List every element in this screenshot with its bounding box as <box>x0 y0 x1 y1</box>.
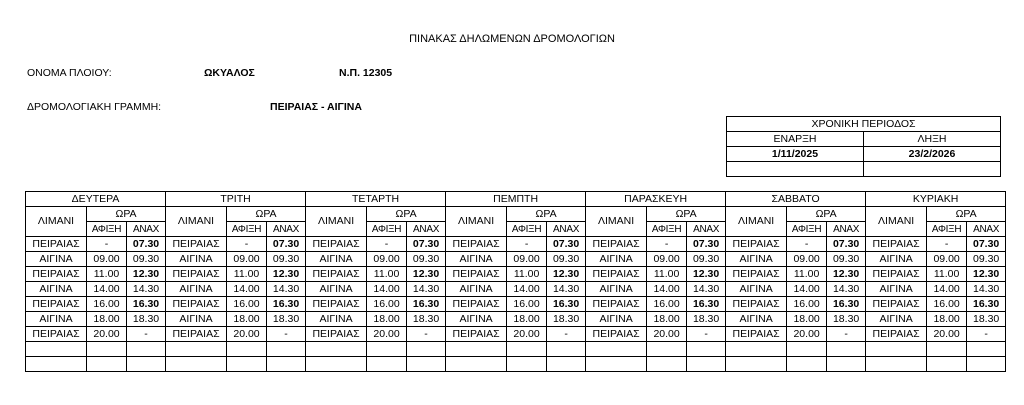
port-cell: ΠΕΙΡΑΙΑΣ <box>726 297 787 312</box>
arrival-cell: 18.00 <box>507 312 547 327</box>
port-cell: ΑΙΓΙΝΑ <box>26 282 87 297</box>
departure-cell: 14.30 <box>547 282 586 297</box>
port-cell: ΠΕΙΡΑΙΑΣ <box>586 327 647 342</box>
table-row <box>26 282 1006 297</box>
arrival-cell: - <box>927 237 967 252</box>
departure-cell: 16.30 <box>407 297 446 312</box>
port-cell: ΑΙΓΙΝΑ <box>866 282 927 297</box>
departure-cell: 14.30 <box>127 282 166 297</box>
empty-cell <box>547 357 586 372</box>
table-row <box>26 267 1006 282</box>
port-cell: ΠΕΙΡΑΙΑΣ <box>166 327 227 342</box>
port-cell: ΠΕΙΡΑΙΑΣ <box>166 297 227 312</box>
departure-cell: 09.30 <box>827 252 866 267</box>
empty-cell <box>827 342 866 357</box>
time-column-header: ΩΡΑ <box>787 207 866 222</box>
arrival-cell: 16.00 <box>87 297 127 312</box>
empty-cell <box>687 342 726 357</box>
period-table <box>726 116 1001 177</box>
departure-column-header: ΑΝΑΧ <box>407 222 446 237</box>
departure-cell: 16.30 <box>967 297 1006 312</box>
departure-cell: 18.30 <box>267 312 306 327</box>
departure-cell: 18.30 <box>967 312 1006 327</box>
departure-cell: 09.30 <box>407 252 446 267</box>
port-cell: ΑΙΓΙΝΑ <box>866 312 927 327</box>
arrival-column-header: ΑΦΙΞΗ <box>647 222 687 237</box>
table-row-empty <box>26 342 1006 357</box>
departure-cell: 09.30 <box>967 252 1006 267</box>
arrival-cell: - <box>227 237 267 252</box>
departure-cell: - <box>127 327 166 342</box>
port-cell: ΠΕΙΡΑΙΑΣ <box>26 297 87 312</box>
departure-cell: 12.30 <box>827 267 866 282</box>
port-cell: ΑΙΓΙΝΑ <box>726 312 787 327</box>
port-cell: ΠΕΙΡΑΙΑΣ <box>306 237 367 252</box>
day-header: ΚΥΡΙΑΚΗ <box>866 192 1006 207</box>
port-cell: ΠΕΙΡΑΙΑΣ <box>586 237 647 252</box>
port-cell: ΑΙΓΙΝΑ <box>306 282 367 297</box>
port-column-header: ΛΙΜΑΝΙ <box>306 207 367 237</box>
port-cell: ΠΕΙΡΑΙΑΣ <box>306 267 367 282</box>
departure-cell: 16.30 <box>547 297 586 312</box>
empty-cell <box>967 342 1006 357</box>
time-column-header: ΩΡΑ <box>647 207 726 222</box>
departure-column-header: ΑΝΑΧ <box>127 222 166 237</box>
port-cell: ΠΕΙΡΑΙΑΣ <box>26 267 87 282</box>
arrival-cell: 16.00 <box>647 297 687 312</box>
departure-cell: - <box>267 327 306 342</box>
port-cell: ΠΕΙΡΑΙΑΣ <box>726 237 787 252</box>
arrival-cell: 20.00 <box>227 327 267 342</box>
empty-cell <box>866 342 927 357</box>
departure-cell: 18.30 <box>127 312 166 327</box>
port-cell: ΑΙΓΙΝΑ <box>586 282 647 297</box>
empty-cell <box>647 342 687 357</box>
departure-cell: 12.30 <box>547 267 586 282</box>
departure-cell: 12.30 <box>267 267 306 282</box>
table-row <box>26 237 1006 252</box>
port-cell: ΠΕΙΡΑΙΑΣ <box>866 297 927 312</box>
empty-cell <box>726 357 787 372</box>
port-column-header: ΛΙΜΑΝΙ <box>866 207 927 237</box>
arrival-cell: 14.00 <box>647 282 687 297</box>
empty-cell <box>547 342 586 357</box>
departure-column-header: ΑΝΑΧ <box>687 222 726 237</box>
time-column-header: ΩΡΑ <box>87 207 166 222</box>
ship-name-value: ΩΚΥΑΛΟΣ <box>204 67 255 79</box>
arrival-cell: 20.00 <box>927 327 967 342</box>
day-header: ΣΑΒΒΑΤΟ <box>726 192 866 207</box>
departure-cell: - <box>687 327 726 342</box>
port-cell: ΠΕΙΡΑΙΑΣ <box>726 327 787 342</box>
departure-cell: 16.30 <box>127 297 166 312</box>
port-cell: ΑΙΓΙΝΑ <box>166 312 227 327</box>
port-cell: ΠΕΙΡΑΙΑΣ <box>586 297 647 312</box>
port-column-header: ΛΙΜΑΝΙ <box>446 207 507 237</box>
arrival-cell: 11.00 <box>227 267 267 282</box>
empty-cell <box>586 342 647 357</box>
port-cell: ΑΙΓΙΝΑ <box>446 252 507 267</box>
empty-cell <box>446 342 507 357</box>
port-cell: ΠΕΙΡΑΙΑΣ <box>166 237 227 252</box>
departure-cell: 07.30 <box>127 237 166 252</box>
port-cell: ΠΕΙΡΑΙΑΣ <box>586 267 647 282</box>
arrival-cell: 16.00 <box>927 297 967 312</box>
arrival-column-header: ΑΦΙΞΗ <box>367 222 407 237</box>
departure-column-header: ΑΝΑΧ <box>967 222 1006 237</box>
empty-cell <box>87 357 127 372</box>
table-row-empty <box>26 357 1006 372</box>
departure-cell: 07.30 <box>407 237 446 252</box>
empty-cell <box>407 342 446 357</box>
day-header: ΠΑΡΑΣΚΕΥΗ <box>586 192 726 207</box>
arrival-cell: 16.00 <box>507 297 547 312</box>
empty-cell <box>866 357 927 372</box>
arrival-cell: 09.00 <box>787 252 827 267</box>
day-header: ΔΕΥΤΕΡΑ <box>26 192 166 207</box>
arrival-cell: 18.00 <box>647 312 687 327</box>
port-cell: ΑΙΓΙΝΑ <box>726 282 787 297</box>
port-cell: ΑΙΓΙΝΑ <box>166 282 227 297</box>
departure-cell: 16.30 <box>267 297 306 312</box>
arrival-cell: 14.00 <box>787 282 827 297</box>
empty-cell <box>26 342 87 357</box>
day-header: ΤΕΤΑΡΤΗ <box>306 192 446 207</box>
period-start-value: 1/11/2025 <box>727 147 864 162</box>
arrival-cell: 18.00 <box>927 312 967 327</box>
period-empty-cell <box>864 162 1001 177</box>
page-title: ΠΙΝΑΚΑΣ ΔΗΛΩΜΕΝΩΝ ΔΡΟΜΟΛΟΓΙΩΝ <box>409 33 615 45</box>
port-cell: ΑΙΓΙΝΑ <box>726 252 787 267</box>
departure-cell: 09.30 <box>127 252 166 267</box>
empty-cell <box>166 357 227 372</box>
period-empty-cell <box>727 162 864 177</box>
arrival-cell: - <box>787 237 827 252</box>
empty-cell <box>827 357 866 372</box>
port-cell: ΠΕΙΡΑΙΑΣ <box>726 267 787 282</box>
route-value: ΠΕΙΡΑΙΑΣ - ΑΙΓΙΝΑ <box>270 101 362 113</box>
arrival-column-header: ΑΦΙΞΗ <box>927 222 967 237</box>
arrival-cell: 11.00 <box>87 267 127 282</box>
arrival-cell: - <box>367 237 407 252</box>
arrival-cell: 09.00 <box>87 252 127 267</box>
empty-cell <box>306 342 367 357</box>
port-cell: ΠΕΙΡΑΙΑΣ <box>446 267 507 282</box>
departure-cell: 16.30 <box>687 297 726 312</box>
time-column-header: ΩΡΑ <box>507 207 586 222</box>
empty-cell <box>26 357 87 372</box>
departure-cell: 07.30 <box>267 237 306 252</box>
period-start-label: ΕΝΑΡΞΗ <box>727 132 864 147</box>
empty-cell <box>507 357 547 372</box>
empty-cell <box>267 342 306 357</box>
departure-cell: 07.30 <box>687 237 726 252</box>
ship-name-label: ΟΝΟΜΑ ΠΛΟΙΟΥ: <box>27 67 112 79</box>
port-cell: ΠΕΙΡΑΙΑΣ <box>26 327 87 342</box>
port-cell: ΑΙΓΙΝΑ <box>586 312 647 327</box>
arrival-column-header: ΑΦΙΞΗ <box>87 222 127 237</box>
port-cell: ΑΙΓΙΝΑ <box>446 312 507 327</box>
period-end-value: 23/2/2026 <box>864 147 1001 162</box>
empty-cell <box>446 357 507 372</box>
arrival-cell: 14.00 <box>87 282 127 297</box>
port-cell: ΠΕΙΡΑΙΑΣ <box>446 237 507 252</box>
arrival-cell: 11.00 <box>367 267 407 282</box>
port-cell: ΑΙΓΙΝΑ <box>446 282 507 297</box>
empty-cell <box>927 342 967 357</box>
arrival-column-header: ΑΦΙΞΗ <box>227 222 267 237</box>
departure-cell: 18.30 <box>547 312 586 327</box>
departure-cell: 18.30 <box>407 312 446 327</box>
table-row <box>26 297 1006 312</box>
arrival-cell: 18.00 <box>367 312 407 327</box>
arrival-cell: 20.00 <box>507 327 547 342</box>
port-cell: ΠΕΙΡΑΙΑΣ <box>26 237 87 252</box>
port-cell: ΑΙΓΙΝΑ <box>166 252 227 267</box>
port-cell: ΠΕΙΡΑΙΑΣ <box>866 267 927 282</box>
departure-cell: 18.30 <box>687 312 726 327</box>
departure-cell: 07.30 <box>827 237 866 252</box>
port-column-header: ΛΙΜΑΝΙ <box>726 207 787 237</box>
arrival-cell: - <box>87 237 127 252</box>
arrival-cell: - <box>507 237 547 252</box>
arrival-cell: 20.00 <box>367 327 407 342</box>
empty-cell <box>87 342 127 357</box>
arrival-cell: 09.00 <box>647 252 687 267</box>
departure-cell: 14.30 <box>967 282 1006 297</box>
arrival-cell: 09.00 <box>507 252 547 267</box>
arrival-cell: 16.00 <box>227 297 267 312</box>
arrival-cell: 18.00 <box>227 312 267 327</box>
departure-column-header: ΑΝΑΧ <box>267 222 306 237</box>
port-cell: ΑΙΓΙΝΑ <box>866 252 927 267</box>
arrival-cell: 14.00 <box>227 282 267 297</box>
empty-cell <box>227 357 267 372</box>
arrival-cell: 20.00 <box>647 327 687 342</box>
arrival-column-header: ΑΦΙΞΗ <box>787 222 827 237</box>
arrival-cell: - <box>647 237 687 252</box>
departure-cell: 12.30 <box>687 267 726 282</box>
departure-cell: 09.30 <box>267 252 306 267</box>
departure-cell: 16.30 <box>827 297 866 312</box>
table-row <box>26 327 1006 342</box>
arrival-cell: 11.00 <box>927 267 967 282</box>
arrival-cell: 18.00 <box>787 312 827 327</box>
arrival-cell: 11.00 <box>647 267 687 282</box>
arrival-cell: 16.00 <box>367 297 407 312</box>
port-cell: ΠΕΙΡΑΙΑΣ <box>446 297 507 312</box>
port-column-header: ΛΙΜΑΝΙ <box>586 207 647 237</box>
arrival-cell: 11.00 <box>507 267 547 282</box>
time-column-header: ΩΡΑ <box>927 207 1006 222</box>
empty-cell <box>787 357 827 372</box>
departure-cell: - <box>547 327 586 342</box>
period-end-label: ΛΗΞΗ <box>864 132 1001 147</box>
departure-cell: - <box>967 327 1006 342</box>
arrival-cell: 14.00 <box>507 282 547 297</box>
time-column-header: ΩΡΑ <box>367 207 446 222</box>
table-row <box>26 252 1006 267</box>
port-cell: ΠΕΙΡΑΙΑΣ <box>866 237 927 252</box>
departure-column-header: ΑΝΑΧ <box>547 222 586 237</box>
departure-cell: 12.30 <box>967 267 1006 282</box>
schedule-table <box>25 191 1006 372</box>
empty-cell <box>227 342 267 357</box>
port-column-header: ΛΙΜΑΝΙ <box>166 207 227 237</box>
departure-cell: 14.30 <box>827 282 866 297</box>
departure-cell: 14.30 <box>267 282 306 297</box>
arrival-cell: 20.00 <box>87 327 127 342</box>
departure-cell: 07.30 <box>967 237 1006 252</box>
empty-cell <box>967 357 1006 372</box>
departure-cell: 09.30 <box>687 252 726 267</box>
empty-cell <box>586 357 647 372</box>
port-cell: ΑΙΓΙΝΑ <box>306 252 367 267</box>
registry-number: Ν.Π. 12305 <box>339 67 393 79</box>
empty-cell <box>127 357 166 372</box>
arrival-cell: 20.00 <box>787 327 827 342</box>
empty-cell <box>687 357 726 372</box>
departure-cell: 07.30 <box>547 237 586 252</box>
empty-cell <box>927 357 967 372</box>
arrival-cell: 14.00 <box>367 282 407 297</box>
departure-cell: 09.30 <box>547 252 586 267</box>
port-column-header: ΛΙΜΑΝΙ <box>26 207 87 237</box>
empty-cell <box>407 357 446 372</box>
arrival-column-header: ΑΦΙΞΗ <box>507 222 547 237</box>
day-header: ΤΡΙΤΗ <box>166 192 306 207</box>
empty-cell <box>647 357 687 372</box>
port-cell: ΠΕΙΡΑΙΑΣ <box>306 297 367 312</box>
time-column-header: ΩΡΑ <box>227 207 306 222</box>
port-cell: ΑΙΓΙΝΑ <box>26 252 87 267</box>
arrival-cell: 09.00 <box>227 252 267 267</box>
departure-cell: 12.30 <box>407 267 446 282</box>
departure-cell: 14.30 <box>407 282 446 297</box>
arrival-cell: 11.00 <box>787 267 827 282</box>
arrival-cell: 16.00 <box>787 297 827 312</box>
port-cell: ΑΙΓΙΝΑ <box>26 312 87 327</box>
period-header: ΧΡΟΝΙΚΗ ΠΕΡΙΟΔΟΣ <box>727 117 1001 132</box>
port-cell: ΠΕΙΡΑΙΑΣ <box>866 327 927 342</box>
port-cell: ΠΕΙΡΑΙΑΣ <box>306 327 367 342</box>
port-cell: ΠΕΙΡΑΙΑΣ <box>446 327 507 342</box>
empty-cell <box>166 342 227 357</box>
empty-cell <box>787 342 827 357</box>
empty-cell <box>367 357 407 372</box>
empty-cell <box>306 357 367 372</box>
arrival-cell: 18.00 <box>87 312 127 327</box>
empty-cell <box>367 342 407 357</box>
empty-cell <box>127 342 166 357</box>
departure-column-header: ΑΝΑΧ <box>827 222 866 237</box>
arrival-cell: 14.00 <box>927 282 967 297</box>
port-cell: ΑΙΓΙΝΑ <box>306 312 367 327</box>
arrival-cell: 09.00 <box>927 252 967 267</box>
port-cell: ΠΕΙΡΑΙΑΣ <box>166 267 227 282</box>
empty-cell <box>507 342 547 357</box>
departure-cell: 14.30 <box>687 282 726 297</box>
departure-cell: 18.30 <box>827 312 866 327</box>
empty-cell <box>267 357 306 372</box>
departure-cell: 12.30 <box>127 267 166 282</box>
table-row <box>26 312 1006 327</box>
arrival-cell: 09.00 <box>367 252 407 267</box>
departure-cell: - <box>827 327 866 342</box>
route-label: ΔΡΟΜΟΛΟΓΙΑΚΗ ΓΡΑΜΜΗ: <box>27 101 162 113</box>
empty-cell <box>726 342 787 357</box>
departure-cell: - <box>407 327 446 342</box>
day-header: ΠΕΜΠΤΗ <box>446 192 586 207</box>
port-cell: ΑΙΓΙΝΑ <box>586 252 647 267</box>
